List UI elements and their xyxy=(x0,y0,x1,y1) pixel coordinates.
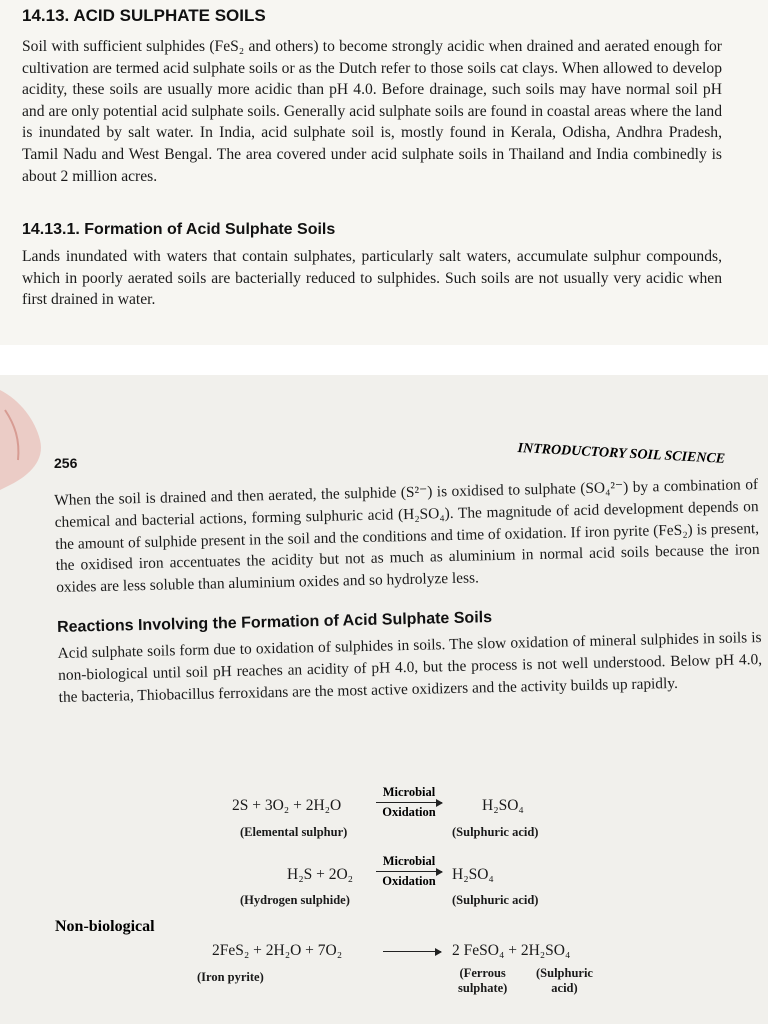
page-number: 256 xyxy=(54,455,78,471)
subsection-paragraph: Lands inundated with waters that contain sulphates, particularly salt waters, accumulate sulphur compounds, which in poorly aerated soils are bacterially reduced to sulphides. Such soils are not usually very acidic when first drained in water. xyxy=(22,248,722,309)
reactions-heading: Reactions Involving the Formation of Acid Sulphate Soils xyxy=(56,609,493,636)
eq3-arrow xyxy=(383,943,441,954)
eq2-lhs: H₂S + 2O₂ xyxy=(287,866,354,883)
eq2-lhs-label: (Hydrogen sulphide) xyxy=(240,893,350,907)
eq3-rhs: 2 FeSO₄ + 2H₂SO₄ xyxy=(452,942,571,959)
eq2-arrow: Microbial Oxidation xyxy=(376,854,442,889)
eq1-rhs: H₂SO₄ xyxy=(482,797,524,814)
eq3-rhs-label-ferrous: (Ferrous sulphate) xyxy=(458,966,508,995)
eq3-lhs: 2FeS₂ + 2H₂O + 7O₂ xyxy=(212,942,343,959)
eq1-arrow: Microbial Oxidation xyxy=(376,785,442,820)
eq3-lhs-label: (Iron pyrite) xyxy=(197,970,264,984)
eq1-lhs-label: (Elemental sulphur) xyxy=(240,825,348,839)
eq2-rhs-label: (Sulphuric acid) xyxy=(452,893,539,907)
running-head: INTRODUCTORY SOIL SCIENCE xyxy=(517,441,726,467)
subsection-heading: 14.13.1. Formation of Acid Sulphate Soils xyxy=(22,221,336,238)
page-stain xyxy=(0,380,70,490)
oxidation-paragraph: When the soil is drained and then aerated, the sulphide (S²⁻) is oxidised to sulphate (SO₄²⁻) by a combination of chemical and bacterial actions, forming sulphuric acid (H₂SO₄). The magnitude of acid development depends on the amount of sulphide present in the soil and the conditions and time of oxidation. If iron pyrite (FeS₂) is present, the oxidised iron accentuates the acidity but not as much as aluminium in normal acid soils because the iron oxides are less soluble than aluminium oxides and so hydrolyze less. xyxy=(54,476,760,597)
page-gap xyxy=(0,345,768,375)
non-biological-label: Non-biological xyxy=(55,918,155,935)
eq2-rhs: H₂SO₄ xyxy=(452,866,494,883)
eq1-rhs-label: (Sulphuric acid) xyxy=(452,825,539,839)
body-text-block xyxy=(54,474,763,708)
reactions-paragraph: Acid sulphate soils form due to oxidation of sulphides in soils. The slow oxidation of mineral sulphides in soils is non-biological until soil pH reaches an acidity of pH 4.0, but the process is not well understood. Below pH 4.0, the bacteria, Thiobacillus ferroxidans are the most active oxidizers and the activity builds up rapidly. xyxy=(57,628,763,706)
eq3-rhs-label-sulphuric: (Sulphuric acid) xyxy=(536,966,593,995)
section-heading: 14.13. ACID SULPHATE SOILS xyxy=(22,6,266,25)
eq1-lhs: 2S + 3O₂ + 2H₂O xyxy=(232,797,342,814)
section-paragraph: Soil with sufficient sulphides (FeS₂ and others) to become strongly acidic when drained and aerated enough for cultivation are termed acid sulphate soils or as the Dutch refer to those soils cat clays. When allowed to develop acidity, these soils are usually more acidic than pH 4.0. Before drainage, such soils may have normal soil pH and are only potential acid sulphate soils. Generally acid sulphate soils are found in coastal areas where the land is inundated by salt water. In India, acid sulphate soil is, mostly found in Kerala, Odisha, Andhra Pradesh, Tamil Nadu and West Bengal. The area covered under acid sulphate soils in Thailand and India combinedly is about 2 million acres. xyxy=(22,38,722,185)
